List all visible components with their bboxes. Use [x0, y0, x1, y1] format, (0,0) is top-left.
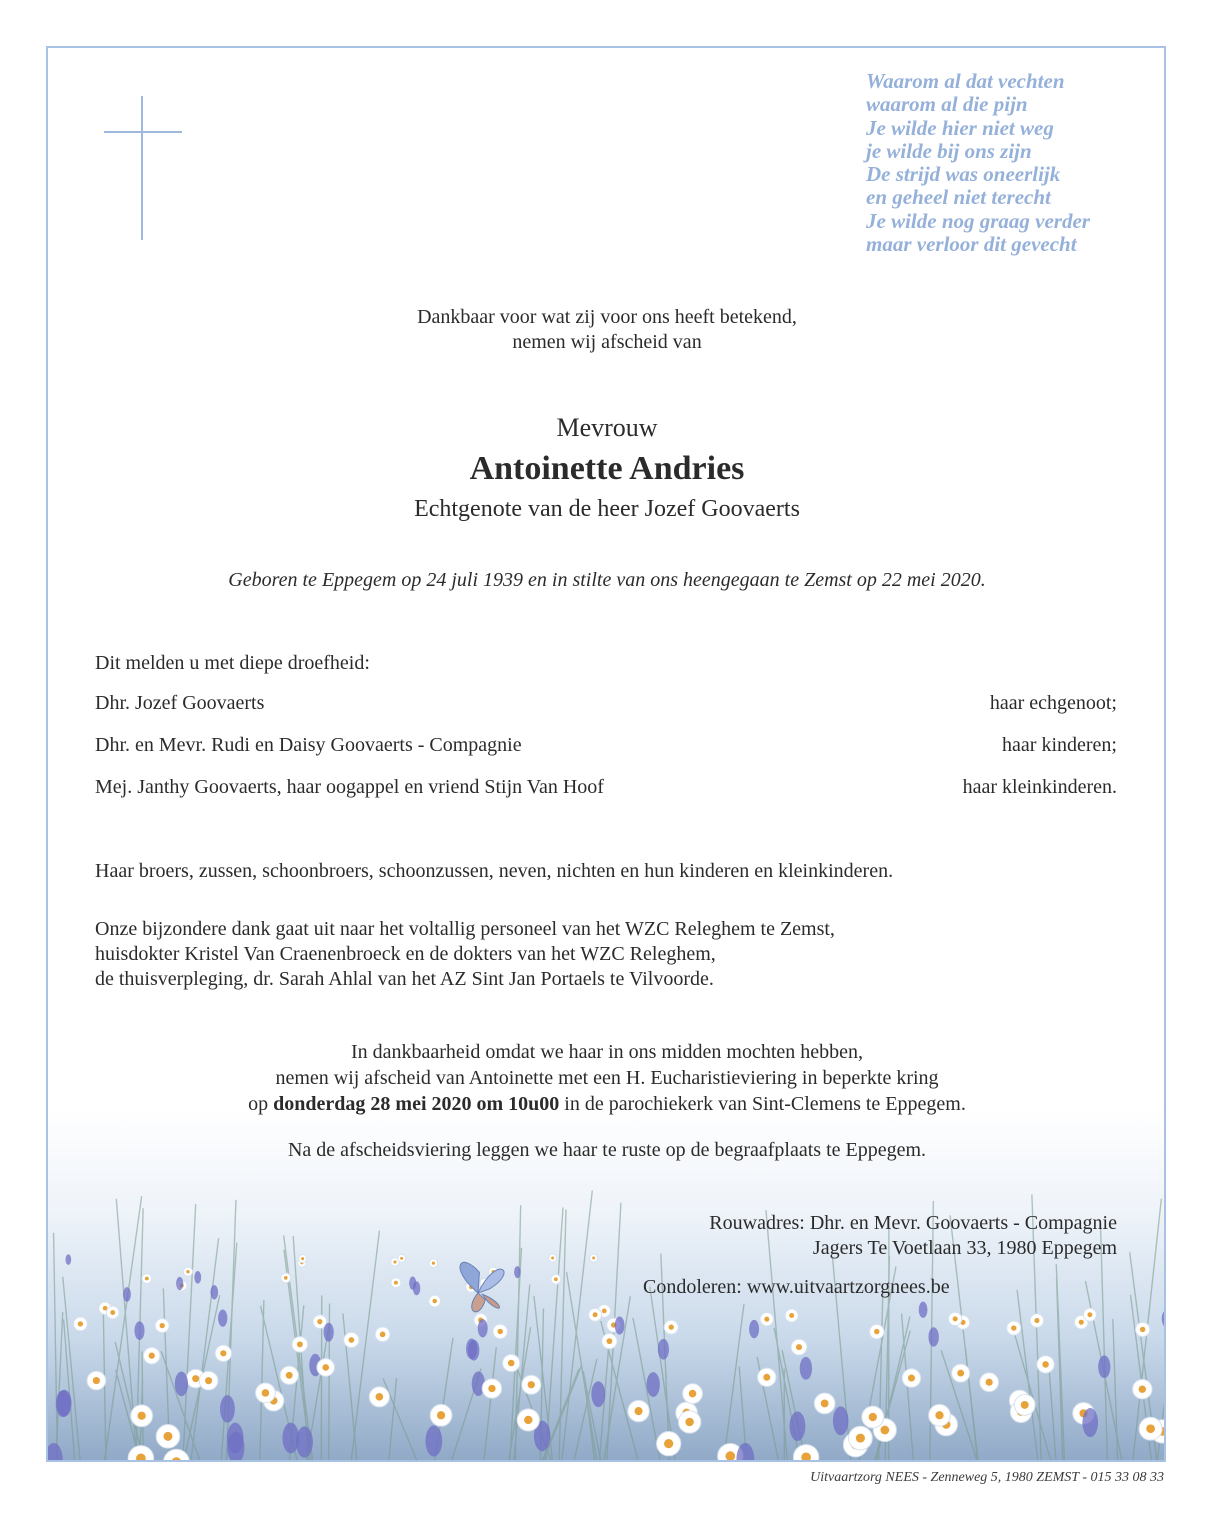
cross-icon: [104, 96, 182, 240]
ceremony-date: donderdag 28 mei 2020 om 10u00: [273, 1093, 560, 1115]
thanks-line: Onze bijzondere dank gaat uit naar het voltallig personeel van het WZC Releghem te Zemst,: [95, 918, 835, 940]
family-names: Mej. Janthy Goovaerts, haar oogappel en vriend Stijn Van Hoof: [95, 776, 604, 798]
deceased-spouse: Echtgenote van de heer Jozef Goovaerts: [414, 496, 800, 522]
intro-line: nemen wij afscheid van: [512, 331, 702, 353]
deceased-name: Antoinette Andries: [469, 450, 745, 487]
family-relation: haar echgenoot;: [989, 692, 1117, 714]
poem-line: De strijd was oneerlijk: [866, 162, 1061, 187]
ceremony-line: In dankbaarheid omdat we haar in ons midden mochten hebben,: [350, 1041, 864, 1063]
poem-line: maar verloor dit gevecht: [866, 232, 1077, 257]
mourning-address: [517, 1211, 1117, 1261]
ceremony-post: in de parochiekerk van Sint-Clemens te Eppegem.: [564, 1093, 966, 1115]
family-relation: haar kleinkinderen.: [962, 776, 1117, 798]
family-names: Dhr. en Mevr. Rudi en Daisy Goovaerts - Compagnie: [95, 734, 522, 756]
thanks-line: huisdokter Kristel Van Craenenbroeck en de dokters van het WZC Releghem,: [95, 943, 716, 965]
ceremony-line: nemen wij afscheid van Antoinette met een H. Eucharistieviering in beperkte kring: [275, 1067, 939, 1089]
poem-line: Je wilde nog graag verder: [866, 208, 1090, 233]
poem-line: Je wilde hier niet weg: [866, 115, 1054, 140]
other-relatives: Haar broers, zussen, schoonbroers, schoonzussen, neven, nichten en hun kinderen en kleinkinderen.: [95, 860, 894, 882]
poem-line: waarom al die pijn: [866, 92, 1028, 117]
address-line: Rouwadres: Dhr. en Mevr. Goovaerts - Compagnie: [709, 1212, 1117, 1234]
family-names: Dhr. Jozef Goovaerts: [95, 692, 265, 714]
intro-line: Dankbaar voor wat zij voor ons heeft betekend,: [417, 306, 797, 328]
thanks-line: de thuisverpleging, dr. Sarah Ahlal van het AZ Sint Jan Portaels te Vilvoorde.: [95, 968, 714, 990]
address-line: Jagers Te Voetlaan 33, 1980 Eppegem: [812, 1237, 1117, 1259]
poem-line: je wilde bij ons zijn: [866, 138, 1032, 163]
birth-death-text: Geboren te Eppegem op 24 juli 1939 en in stilte van ons heengegaan te Zemst op 22 mei 2020.: [228, 569, 986, 591]
thanks-paragraph: [95, 917, 1117, 992]
announcement-lead: Dit melden u met diepe droefheid:: [95, 652, 370, 674]
family-row: [95, 734, 1117, 759]
poem-line: en geheel niet terecht: [866, 185, 1051, 210]
poem-line: Waarom al dat vechten: [866, 69, 1065, 93]
funeral-home-footer: Uitvaartzorg NEES - Zenneweg 5, 1980 ZEMST - 015 33 08 33: [810, 1470, 1164, 1485]
intro-text: [0, 305, 1214, 355]
ceremony-line: [0, 1091, 1214, 1117]
poem: [866, 70, 1156, 256]
burial-text: Na de afscheidsviering leggen we haar te ruste op de begraafplaats te Eppegem.: [287, 1139, 927, 1161]
family-row: [95, 692, 1117, 717]
ceremony-paragraph: [0, 1039, 1214, 1117]
deceased-title: Mevrouw: [556, 413, 658, 442]
ceremony-pre: op: [248, 1093, 269, 1115]
family-relation: haar kinderen;: [1002, 734, 1117, 756]
family-row: [95, 776, 1117, 801]
condolences-link[interactable]: Condoleren: www.uitvaartzorgnees.be: [643, 1276, 950, 1298]
